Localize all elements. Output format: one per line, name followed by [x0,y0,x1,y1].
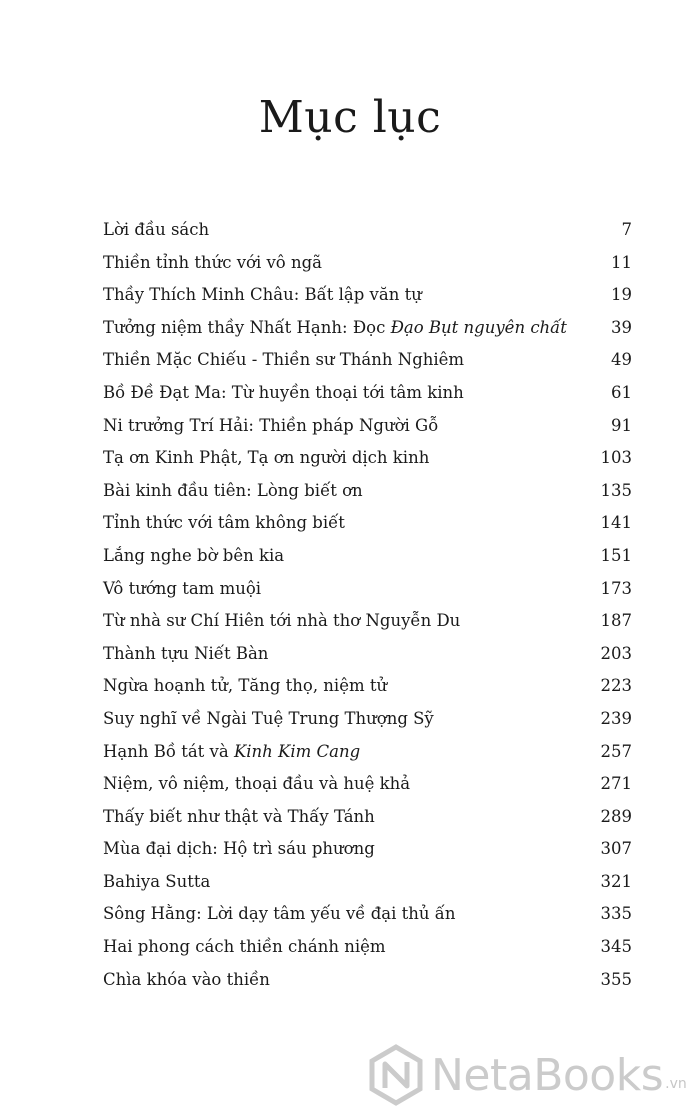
toc-entry-title [103,410,438,443]
toc-entry [103,507,632,540]
toc-entry-title-text: Hạnh Bồ tát và [103,741,234,761]
toc-entry-title [103,475,363,508]
toc-entry [103,638,632,671]
toc-entry-title [103,638,268,671]
toc-entry-page-number: 239 [600,708,632,728]
toc-entry [103,703,632,736]
toc-entry-page-number: 271 [600,774,632,794]
toc-entry [103,801,632,834]
toc-entry [103,605,632,638]
toc-entry-title [103,964,270,997]
toc-entry-title-text: Thầy Thích Minh Châu: Bất lập văn tự [103,285,422,305]
netabooks-logo-icon [365,1044,427,1106]
toc-entry-title-text: Sông Hằng: Lời dạy tâm yếu về đại thủ ấn [103,904,456,924]
toc-entry-title-text: Ni trưởng Trí Hải: Thiền pháp Người Gỗ [103,415,439,435]
toc-entry [103,833,632,866]
toc-entry-title [103,768,410,801]
toc-entry-title-text: Thiền Mặc Chiếu - Thiền sư Thánh Nghiêm [103,350,465,370]
toc-entry-title-text: Mùa đại dịch: Hộ trì sáu phương [103,839,375,859]
toc-entry-title [103,736,360,769]
toc-entry-title-text: Thiền tỉnh thức với vô ngã [103,252,323,272]
toc-entry-page-number: 321 [600,871,632,891]
toc-entry-title [103,573,261,606]
toc-entry-title [103,931,386,964]
toc-entry-title [103,247,322,280]
toc-entry-title [103,703,434,736]
toc-entry-title-text: Từ nhà sư Chí Hiên tới nhà thơ Nguyễn Du [103,611,461,631]
toc-entry [103,573,632,606]
toc-entry [103,344,632,377]
toc-entry [103,964,632,997]
toc-entry [103,670,632,703]
toc-entry-title-text: Bài kinh đầu tiên: Lòng biết ơn [103,480,363,500]
toc-entry-title-text: Suy nghĩ về Ngài Tuệ Trung Thượng Sỹ [103,708,434,728]
toc-entry-page-number: 345 [600,937,632,957]
toc-entry [103,214,632,247]
toc-entry-page-number: 19 [611,285,632,305]
toc-entry-title [103,344,464,377]
toc-entry [103,866,632,899]
toc-entry-title [103,442,429,475]
toc-entry-title-text: Thấy biết như thật và Thấy Tánh [103,806,375,826]
toc-entry-title-text: Hai phong cách thiền chánh niệm [103,937,386,957]
toc-entry-title-text: Ngừa hoạnh tử, Tăng thọ, niệm tử [103,676,388,696]
toc-entry [103,410,632,443]
toc-entry-page-number: 203 [600,643,632,663]
toc-entry [103,312,632,345]
toc-entry-title-text: Tỉnh thức với tâm không biết [103,513,345,533]
toc-entry-page-number: 307 [600,839,632,859]
toc-entry-page-number: 135 [600,480,632,500]
toc-entry-title [103,312,567,345]
toc-entry-title-text: Chìa khóa vào thiền [103,969,270,989]
toc-entry-title [103,670,387,703]
toc-entry-title [103,214,209,247]
toc-entry-page-number: 335 [600,904,632,924]
toc-entry-title [103,866,210,899]
toc-entry-title [103,898,455,931]
toc-entry-title-italic: Kinh Kim Cang [233,741,361,761]
toc-entry [103,898,632,931]
toc-entry-title-text: Bahiya Sutta [103,871,211,891]
toc-entry-title [103,507,345,540]
toc-entry-title-text: Niệm, vô niệm, thoại đầu và huệ khả [103,774,411,794]
toc-entry-title-text: Lắng nghe bờ bên kia [103,545,285,565]
toc-entry-title [103,377,464,410]
toc-entry-title [103,801,375,834]
toc-entry [103,279,632,312]
toc-entry-title [103,540,284,573]
toc-entry-title-text: Tạ ơn Kinh Phật, Tạ ơn người dịch kinh [103,448,430,468]
watermark-brand: NetaBooks [431,1049,664,1101]
toc-entry-page-number: 223 [600,676,632,696]
toc-entry-page-number: 61 [611,382,632,402]
toc-entry-title [103,605,460,638]
toc-entry-title-italic: Đạo Bụt nguyên chất [390,317,567,337]
toc-entry-title-text: Tưởng niệm thầy Nhất Hạnh: Đọc [103,317,391,337]
page-title: Mục lục [258,92,442,143]
toc-entry-title [103,833,375,866]
toc-entry-title [103,279,422,312]
toc-entry-page-number: 141 [600,513,632,533]
toc-entry-page-number: 11 [611,252,632,272]
toc-entry [103,540,632,573]
toc-entry-page-number: 91 [611,415,632,435]
table-of-contents [103,214,632,996]
toc-entry-title-text: Lời đầu sách [103,220,210,239]
toc-entry-page-number: 355 [600,969,632,989]
toc-entry-title-text: Bồ Đề Đạt Ma: Từ huyền thoại tới tâm kinh [103,382,464,402]
toc-entry-page-number: 257 [600,741,632,761]
toc-entry-page-number: 49 [611,350,632,370]
toc-entry [103,442,632,475]
toc-entry-title-text: Thành tựu Niết Bàn [103,643,269,663]
watermark [365,1042,695,1108]
toc-entry [103,377,632,410]
toc-entry-page-number: 289 [600,806,632,826]
toc-entry-page-number: 39 [611,317,632,337]
watermark-suffix: .vn [665,1076,687,1092]
toc-entry-page-number: 103 [600,448,632,468]
toc-entry-page-number: 151 [600,545,632,565]
toc-entry [103,475,632,508]
toc-entry [103,931,632,964]
toc-entry-title-text: Vô tướng tam muội [103,578,262,598]
toc-entry [103,768,632,801]
toc-entry-page-number: 7 [621,220,632,239]
toc-entry-page-number: 173 [600,578,632,598]
toc-entry [103,247,632,280]
toc-entry-page-number: 187 [600,611,632,631]
toc-entry [103,736,632,769]
